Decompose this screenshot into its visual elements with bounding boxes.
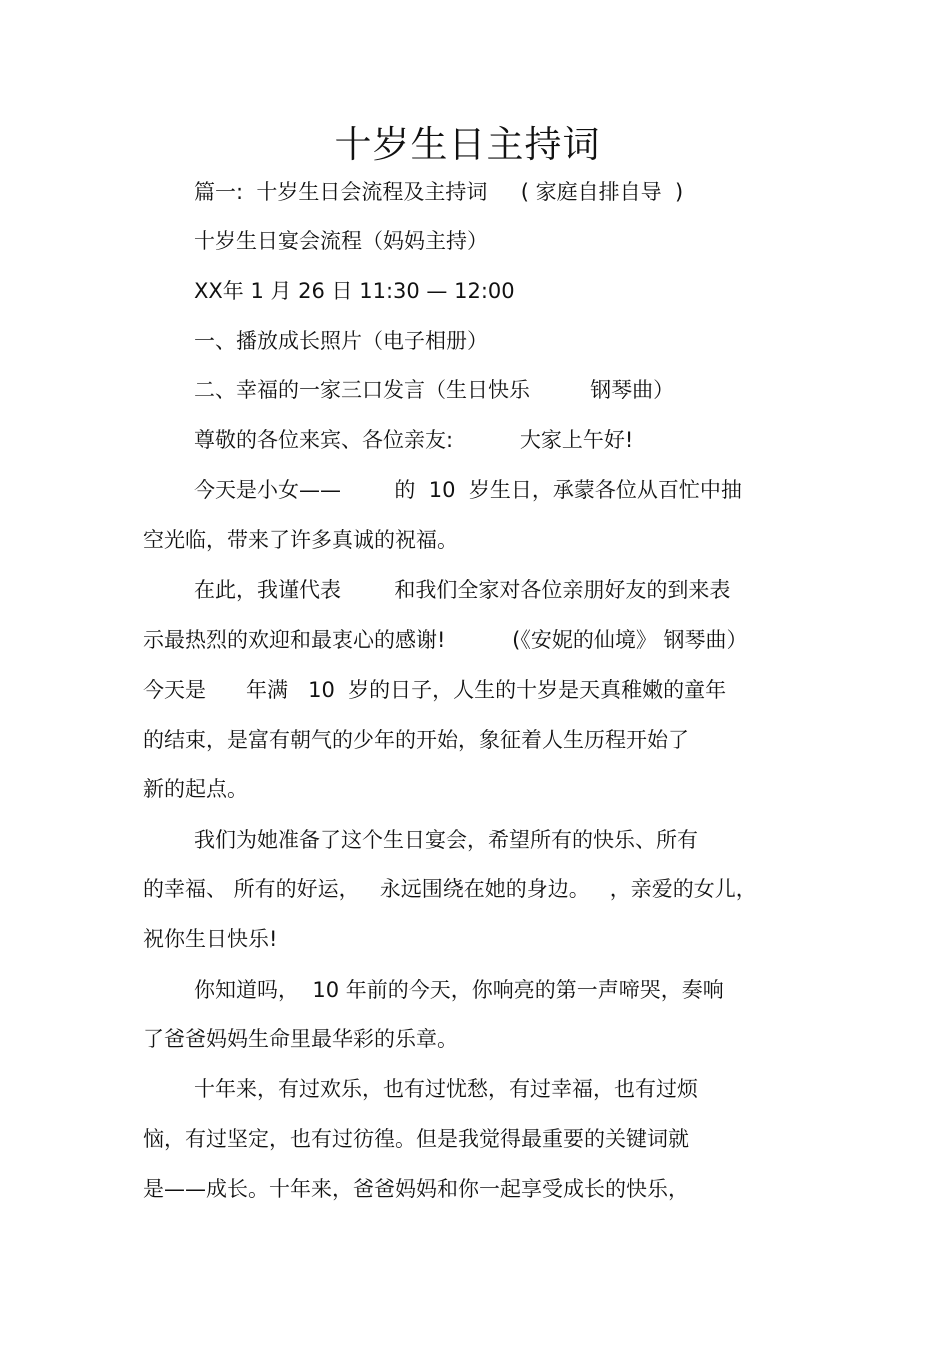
- text-line: 的幸福、 所有的好运， 永远围绕在她的身边。 ，亲爱的女儿，: [143, 877, 757, 901]
- text-line: 的结束，是富有朝气的少年的开始，象征着人生历程开始了: [143, 728, 689, 752]
- text-line: 你知道吗， 10 年前的今天，你响亮的第一声啼哭，奏响: [194, 978, 724, 1002]
- text-line: 新的起点。: [143, 777, 248, 801]
- text-line: 空光临，带来了许多真诚的祝福。: [143, 528, 458, 552]
- text-line: 今天是小女—— 的 10 岁生日，承蒙各位从百忙中抽: [194, 478, 742, 502]
- text-line: 篇一: 十岁生日会流程及主持词 ( 家庭自排自导 ): [194, 180, 684, 204]
- text-line: 了爸爸妈妈生命里最华彩的乐章。: [143, 1027, 458, 1051]
- text-line: 十岁生日宴会流程（妈妈主持）: [194, 229, 488, 253]
- text-line: 一、播放成长照片（电子相册）: [194, 329, 488, 353]
- text-line: 是——成长。十年来，爸爸妈妈和你一起享受成长的快乐，: [143, 1177, 689, 1201]
- text-line: 祝你生日快乐!: [143, 927, 278, 951]
- text-line: 尊敬的各位来宾、各位亲友: 大家上午好!: [194, 428, 634, 452]
- text-line: 示最热烈的欢迎和最衷心的感谢! (《安妮的仙境》 钢琴曲）: [143, 628, 748, 652]
- text-line: 二、幸福的一家三口发言（生日快乐 钢琴曲）: [194, 378, 675, 402]
- text-line: 十年来，有过欢乐，也有过忧愁，有过幸福，也有过烦: [194, 1077, 698, 1101]
- text-line: 我们为她准备了这个生日宴会，希望所有的快乐、所有: [194, 828, 698, 852]
- document-title: 十岁生日主持词: [334, 123, 601, 166]
- text-line: 恼，有过坚定，也有过彷徨。但是我觉得最重要的关键词就: [143, 1127, 689, 1151]
- text-line: 在此，我谨代表 和我们全家对各位亲朋好友的到来表: [194, 578, 731, 602]
- text-line: XX年 1 月 26 日 11:30 — 12:00: [194, 279, 515, 303]
- text-line: 今天是 年满 10 岁的日子，人生的十岁是天真稚嫩的童年: [143, 678, 727, 702]
